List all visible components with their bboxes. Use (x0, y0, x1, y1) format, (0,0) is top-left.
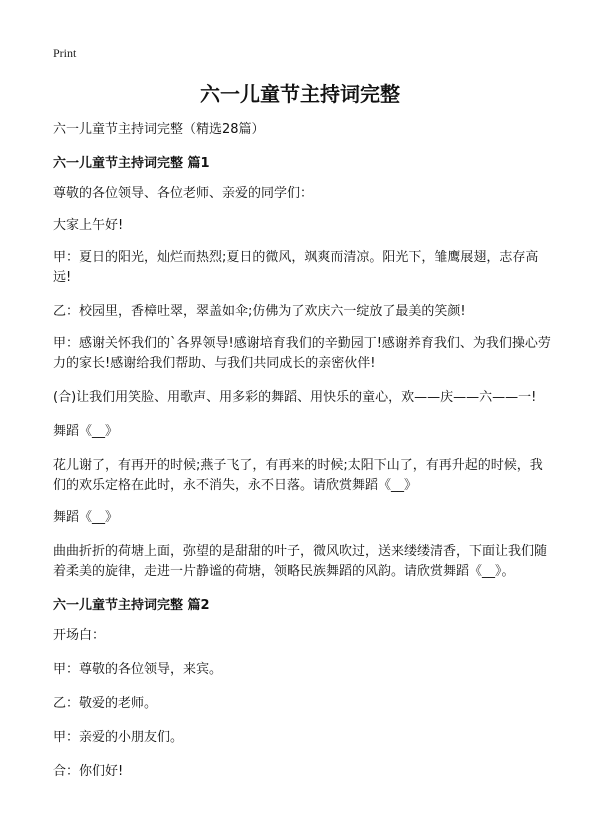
paragraph: 乙：校园里，香樟吐翠，翠盖如伞;仿佛为了欢庆六一绽放了最美的笑颜! (53, 304, 466, 319)
print-label: Print (53, 46, 77, 60)
paragraph: 舞蹈《__》 (53, 510, 119, 525)
document-body (53, 120, 553, 782)
paragraph: (合)让我们用笑脸、用歌声、用多彩的舞蹈、用快乐的童心，欢——庆——六——一! (53, 390, 537, 405)
paragraph: 乙：敬爱的老师。 (53, 696, 158, 711)
document-subtitle: 六一儿童节主持词完整（精选28篇） (53, 122, 265, 137)
paragraph: 甲：感谢关怀我们的`各界领导!感谢培育我们的辛勤园丁!感谢养育我们、为我们操心劳力的家长!感谢给我们帮助、与我们共同成长的亲密伙伴! (53, 336, 551, 371)
section-1-heading: 六一儿童节主持词完整 篇1 (53, 156, 210, 171)
paragraph: 甲：亲爱的小朋友们。 (53, 730, 184, 745)
paragraph: 曲曲折折的荷塘上面，弥望的是甜甜的叶子，微风吹过，送来缕缕清香，下面让我们随着柔美的旋律，走进一片静谧的荷塘，领略民族舞蹈的风韵。请欣赏舞蹈《__》。 (53, 544, 548, 579)
paragraph: 舞蹈《__》 (53, 424, 119, 439)
paragraph: 合：你们好! (53, 764, 124, 779)
document-title: 六一儿童节主持词完整 (200, 82, 400, 106)
paragraph: 甲：夏日的阳光，灿烂而热烈;夏日的微风，飒爽而清凉。阳光下，雏鹰展翅，志存高远! (53, 250, 539, 285)
paragraph: 尊敬的各位领导、各位老师、亲爱的同学们： (53, 186, 314, 201)
section-2-heading: 六一儿童节主持词完整 篇2 (53, 598, 210, 613)
paragraph: 开场白： (53, 628, 106, 643)
paragraph: 花儿谢了，有再开的时候;燕子飞了，有再来的时候;太阳下山了，有再升起的时候，我们的欢乐定格在此时，永不消失，永不日落。请欣赏舞蹈《__》 (53, 458, 543, 493)
paragraph: 甲：尊敬的各位领导，来宾。 (53, 662, 223, 677)
paragraph: 大家上午好! (53, 218, 124, 233)
